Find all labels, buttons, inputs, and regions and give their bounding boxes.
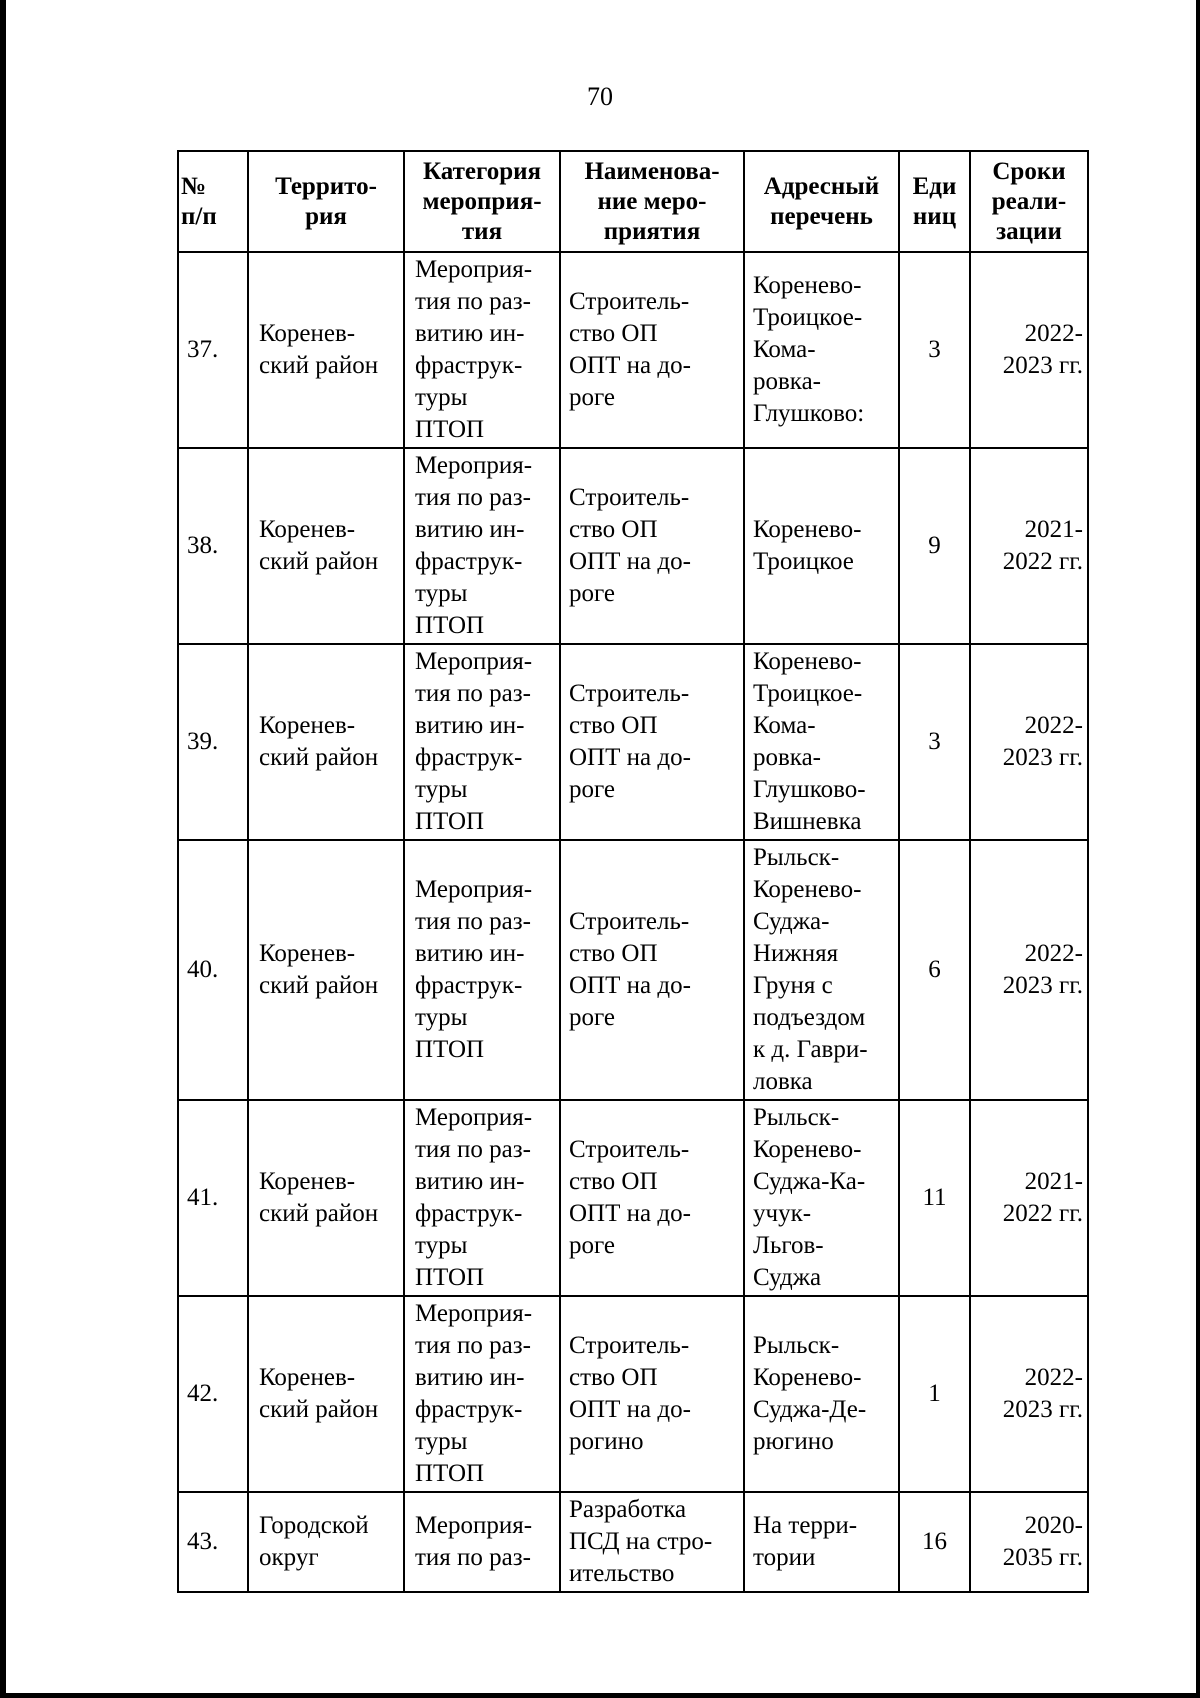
table-row [178,1492,1088,1592]
cell-units: 3 [899,644,970,840]
table-row [178,252,1088,448]
cell-territory: Коренев- ский район [248,840,404,1100]
table-header-row [178,151,1088,252]
header-period: Сроки реали- зации [970,151,1088,252]
cell-number: 41. [178,1100,248,1296]
header-address: Адресный перечень [744,151,899,252]
cell-period: 2022- 2023 гг. [970,644,1088,840]
cell-address: Коренево- Троицкое- Кома- ровка- Глушково: [744,252,899,448]
cell-period: 2022- 2023 гг. [970,252,1088,448]
header-territory: Террито- рия [248,151,404,252]
cell-units: 9 [899,448,970,644]
cell-territory: Коренев- ский район [248,1100,404,1296]
cell-units: 16 [899,1492,970,1592]
cell-period: 2020- 2035 гг. [970,1492,1088,1592]
header-units: Еди ниц [899,151,970,252]
cell-name: Строитель- ство ОП ОПТ на до- роге [560,644,744,840]
cell-territory: Коренев- ский район [248,644,404,840]
cell-period: 2022- 2023 гг. [970,840,1088,1100]
cell-units: 1 [899,1296,970,1492]
cell-category: Мероприя- тия по раз- витию ин- фраструк- туры ПТОП [404,252,560,448]
cell-units: 11 [899,1100,970,1296]
scan-edge-bottom [0,1693,1200,1698]
cell-number: 42. [178,1296,248,1492]
cell-units: 6 [899,840,970,1100]
cell-name: Строитель- ство ОП ОПТ на до- роге [560,448,744,644]
cell-address: На терри- тории [744,1492,899,1592]
table-row [178,1296,1088,1492]
cell-number: 37. [178,252,248,448]
cell-category: Мероприя- тия по раз- [404,1492,560,1592]
cell-name: Строитель- ство ОП ОПТ на до- роге [560,1100,744,1296]
scan-edge-right [1196,0,1200,1698]
cell-territory: Коренев- ский район [248,1296,404,1492]
cell-number: 40. [178,840,248,1100]
table-row [178,448,1088,644]
cell-period: 2021- 2022 гг. [970,448,1088,644]
cell-address: Коренево- Троицкое [744,448,899,644]
cell-period: 2021- 2022 гг. [970,1100,1088,1296]
table-row [178,840,1088,1100]
scan-edge-left [0,0,6,1698]
cell-category: Мероприя- тия по раз- витию ин- фраструк- туры ПТОП [404,448,560,644]
table-row [178,644,1088,840]
page-number: 70 [587,82,613,111]
cell-address: Рыльск- Коренево- Суджа- Нижняя Груня с подъездом к д. Гаври- ловка [744,840,899,1100]
cell-territory: Коренев- ский район [248,448,404,644]
cell-category: Мероприя- тия по раз- витию ин- фраструк- туры ПТОП [404,644,560,840]
header-category: Категория мероприя- тия [404,151,560,252]
header-number: № п/п [178,151,248,252]
cell-units: 3 [899,252,970,448]
cell-category: Мероприя- тия по раз- витию ин- фраструк- туры ПТОП [404,1296,560,1492]
cell-period: 2022- 2023 гг. [970,1296,1088,1492]
measures-table [177,150,1089,1593]
cell-territory: Коренев- ский район [248,252,404,448]
cell-number: 38. [178,448,248,644]
cell-address: Коренево- Троицкое- Кома- ровка- Глушково- Вишневка [744,644,899,840]
header-name: Наименова- ние меро- приятия [560,151,744,252]
cell-address: Рыльск- Коренево- Суджа-Де- рюгино [744,1296,899,1492]
cell-name: Строитель- ство ОП ОПТ на до- рогино [560,1296,744,1492]
cell-number: 39. [178,644,248,840]
cell-territory: Городской округ [248,1492,404,1592]
cell-category: Мероприя- тия по раз- витию ин- фраструк- туры ПТОП [404,840,560,1100]
table-row [178,1100,1088,1296]
cell-number: 43. [178,1492,248,1592]
cell-address: Рыльск- Коренево- Суджа-Ка- учук- Льгов- Суджа [744,1100,899,1296]
cell-name: Строитель- ство ОП ОПТ на до- роге [560,252,744,448]
cell-name: Строитель- ство ОП ОПТ на до- роге [560,840,744,1100]
cell-category: Мероприя- тия по раз- витию ин- фраструк- туры ПТОП [404,1100,560,1296]
cell-name: Разработка ПСД на стро- ительство [560,1492,744,1592]
